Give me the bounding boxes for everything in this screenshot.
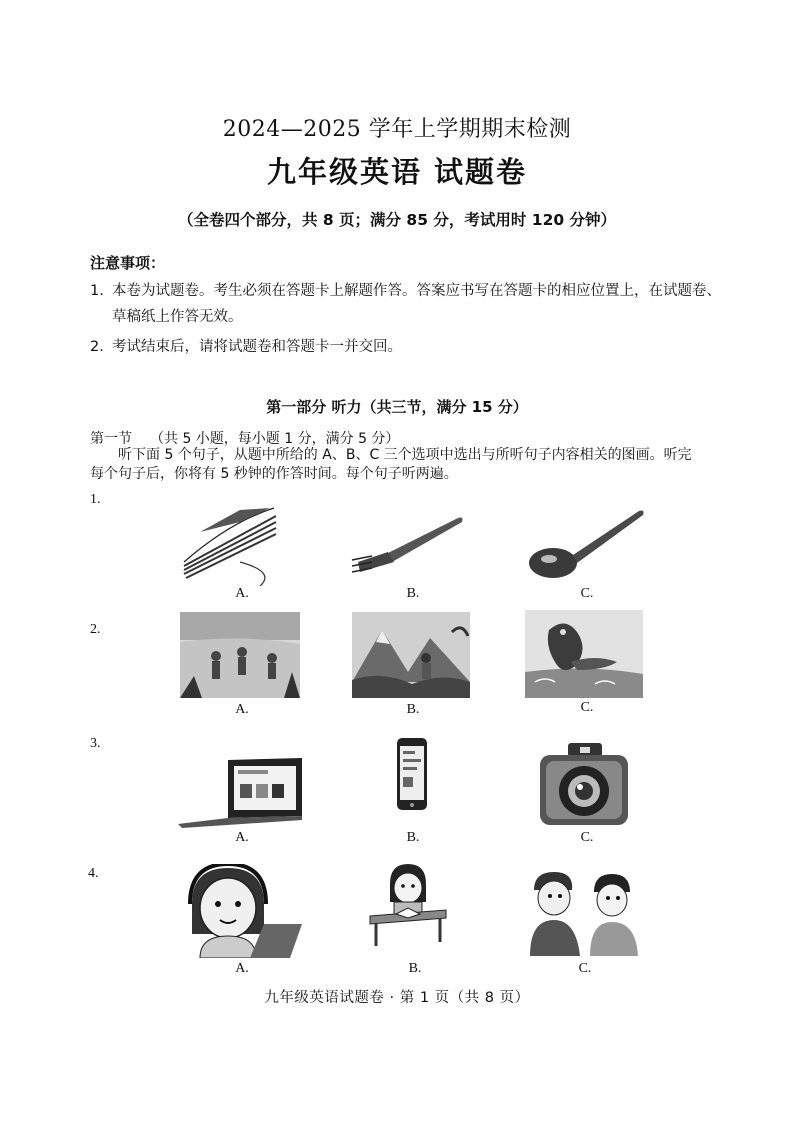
- girl-reading-desk-illustration: [366, 862, 448, 948]
- notice-heading: 注意事项：: [90, 254, 166, 272]
- exam-title-line1: 2024—2025 学年上学期期末检测: [222, 117, 572, 142]
- section1-score: （共 5 小题，每小题 1 分，满分 5 分）: [150, 431, 400, 447]
- fork-icon: [348, 510, 468, 576]
- girl-headset-laptop-illustration: [180, 864, 304, 958]
- section1-heading: [90, 428, 417, 448]
- question-4-number: 4.: [88, 866, 99, 881]
- laptop-icon: [176, 756, 306, 828]
- camera-icon: [538, 741, 630, 827]
- two-kids-talking-illustration: [526, 870, 640, 956]
- notice-item-text: 考试结束后，请将试题卷和答题卡一并交回。: [112, 339, 402, 355]
- q3-option-a: A.: [235, 830, 249, 845]
- q3-option-c: C.: [580, 830, 594, 845]
- notice-item-number: 1.: [90, 283, 104, 299]
- q4-option-c: C.: [578, 961, 592, 976]
- q2-option-b: B.: [406, 702, 420, 717]
- question-2-number: 2.: [90, 622, 101, 637]
- q4-option-a: A.: [235, 961, 249, 976]
- q1-option-a: A.: [235, 586, 249, 601]
- instruction-line2: 每个句子后，你将有 5 秒钟的作答时间。每个句子听两遍。: [90, 466, 458, 482]
- section1-instructions: [90, 446, 710, 484]
- mountain-climbing-scene: [352, 612, 470, 698]
- question-1-number: 1.: [90, 492, 101, 507]
- smartphone-icon: [396, 737, 428, 811]
- part1-title: 第一部分 听力（共三节，满分 15 分）: [266, 398, 528, 416]
- q2-option-c: C.: [580, 700, 594, 715]
- chopsticks-icon: [180, 502, 280, 586]
- instruction-line1: 听下面 5 个句子，从题中所给的 A、B、C 三个选项中选出与所听句子内容相关的图画。听完: [118, 447, 692, 463]
- spoon-icon: [525, 505, 647, 583]
- notice-item-number: 2.: [90, 339, 104, 355]
- question-3-number: 3.: [90, 736, 101, 751]
- dragon-boat-scene: [525, 610, 643, 698]
- exam-subtitle: （全卷四个部分，共 8 页；满分 85 分，考试用时 120 分钟）: [177, 211, 617, 229]
- q2-option-a: A.: [235, 702, 249, 717]
- q4-option-b: B.: [408, 961, 422, 976]
- notice-item-text-cont: 草稿纸上作答无效。: [112, 309, 243, 325]
- notice-item-1: [90, 278, 721, 330]
- q1-option-b: B.: [406, 586, 420, 601]
- notice-item-text: 本卷为试题卷。考生必须在答题卡上解题作答。答案应书写在答题卡的相应位置上，在试题卷、: [112, 283, 721, 299]
- q1-option-c: C.: [580, 586, 594, 601]
- q3-option-b: B.: [406, 830, 420, 845]
- page-footer: 九年级英语试题卷 · 第 1 页（共 8 页）: [264, 990, 530, 1006]
- exam-title-line2: 九年级英语 试题卷: [266, 155, 528, 189]
- water-splashing-scene: [180, 612, 300, 698]
- section1-label: 第一节: [90, 431, 132, 447]
- notice-item-2: [90, 334, 402, 360]
